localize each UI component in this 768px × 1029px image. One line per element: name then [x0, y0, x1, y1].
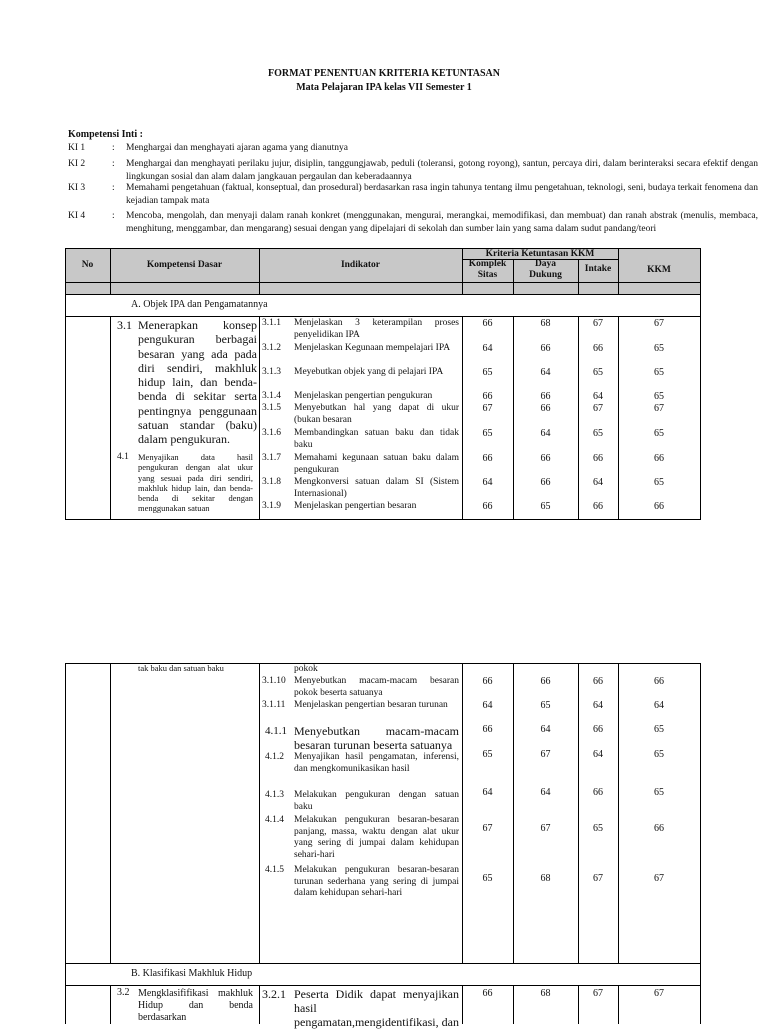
- indicator-text: Menyebutkan macam-macam besaran pokok beserta satuanya: [294, 676, 459, 698]
- kd-3-2-number: 3.2: [117, 987, 130, 998]
- ki-text: Mencoba, mengolah, dan menyaji dalam ranah konkret (menggunakan, mengurai, merangkai, memodifikasi, dan membuat) dan ranah abstrak (menulis, membaca, menghitung, menggambar, dan mengarang) sesuai dengan yang dipelajari di sekolah dan sumber lain yang sama dalam sudut pandang/teori: [126, 211, 758, 234]
- document-subtitle: Mata Pelajaran IPA kelas VII Semester 1: [296, 82, 472, 93]
- intake-value: 64: [593, 477, 603, 488]
- indicator-number: 4.1.1: [265, 725, 287, 737]
- indicator-continuation: pokok: [294, 664, 318, 674]
- kkm-value: 65: [654, 477, 664, 488]
- header-komplek-sitas: Komplek Sitas: [468, 259, 507, 280]
- daya-value: 66: [540, 403, 551, 414]
- indicator-number: 3.1.4: [262, 391, 281, 401]
- daya-value: 68: [540, 988, 551, 999]
- komplek-value: 65: [482, 367, 493, 378]
- intake-value: 66: [593, 453, 603, 464]
- intake-value: 65: [593, 428, 603, 439]
- indicator-number: 3.1.9: [262, 501, 281, 511]
- section-b-title: B. Klasifikasi Makhluk Hidup: [131, 968, 253, 979]
- komplek-value: 66: [482, 453, 493, 464]
- kkm-value: 65: [654, 367, 664, 378]
- indicator-number: 4.1.5: [265, 865, 284, 875]
- komplek-value: 64: [482, 787, 493, 798]
- daya-value: 64: [540, 428, 551, 439]
- komplek-value: 66: [482, 724, 493, 735]
- indicator-text: Menjelaskan 3 keterampilan proses penyelidikan IPA: [294, 318, 459, 340]
- kd-4-1-number: 4.1: [117, 452, 129, 462]
- komplek-value: 67: [482, 403, 493, 414]
- komplek-value: 66: [482, 391, 493, 402]
- komplek-value: 65: [482, 428, 493, 439]
- komplek-value: 66: [482, 988, 493, 999]
- indicator-text: Membandingkan satuan baku dan tidak baku: [294, 428, 459, 450]
- indicator-number: 3.1.10: [262, 676, 286, 686]
- indicator-number: 3.1.8: [262, 477, 281, 487]
- indicator-text: Peserta Didik dapat menyajikan hasil pengamatan,mengidentifikasi, dan: [294, 987, 459, 1029]
- indicator-number: 3.1.5: [262, 403, 281, 413]
- kd-4-1-continuation: tak baku dan satuan baku: [138, 663, 224, 673]
- daya-value: 67: [540, 823, 551, 834]
- komplek-value: 65: [482, 873, 493, 884]
- kkm-value: 67: [654, 403, 664, 414]
- kkm-value: 65: [654, 787, 664, 798]
- kkm-value: 65: [654, 391, 664, 402]
- komplek-value: 66: [482, 676, 493, 687]
- kkm-value: 67: [654, 318, 664, 329]
- indicator-number: 4.1.3: [265, 790, 284, 800]
- daya-value: 66: [540, 477, 551, 488]
- daya-value: 67: [540, 749, 551, 760]
- intake-value: 64: [593, 700, 603, 711]
- ki-code: KI 2: [68, 159, 86, 169]
- header-no: No: [81, 260, 94, 270]
- header-indikator: Indikator: [340, 260, 381, 270]
- indicator-number: 3.1.3: [262, 367, 281, 377]
- komplek-value: 64: [482, 700, 493, 711]
- intake-value: 66: [593, 787, 603, 798]
- komplek-value: 64: [482, 477, 493, 488]
- kkm-value: 67: [654, 988, 664, 999]
- kd-3-1-text: Menerapkan konsep pengukuran berbagai besaran yang ada pada diri sendiri, makhluk hidup lain, dan benda-benda di sekitar serta pentingnya penggunaan satuan standar (baku) dalam pengukuran.: [138, 318, 257, 447]
- kkm-value: 67: [654, 873, 664, 884]
- kkm-value: 65: [654, 343, 664, 354]
- indicator-text: Mengkonversi satuan dalam SI (Sistem Internasional): [294, 477, 459, 499]
- section-a-title: A. Objek IPA dan Pengamatannya: [131, 299, 268, 310]
- kkm-value: 66: [654, 676, 664, 687]
- daya-value: 66: [540, 676, 551, 687]
- indicator-text: Meyebutkan objek yang di pelajari IPA: [294, 367, 444, 377]
- kd-3-1-number: 3.1: [117, 318, 132, 332]
- intake-value: 66: [593, 501, 603, 512]
- intake-value: 66: [593, 676, 603, 687]
- indicator-number: 3.1.2: [262, 343, 281, 353]
- intake-value: 66: [593, 724, 603, 735]
- kkm-value: 64: [654, 700, 664, 711]
- ki-text: Menghargai dan menghayati ajaran agama yang dianutnya: [126, 143, 348, 153]
- daya-value: 66: [540, 343, 551, 354]
- kkm-value: 66: [654, 501, 664, 512]
- daya-value: 65: [540, 700, 551, 711]
- intake-value: 65: [593, 823, 603, 834]
- komplek-value: 66: [482, 318, 493, 329]
- ki-code: KI 3: [68, 183, 86, 193]
- kd-4-1-text: Menyajikan data hasil pengukuran dengan alat ukur yang sesuai pada diri sendiri, makhluk hidup lain, dan benda-benda di sekitar dengan menggunakan satuan: [138, 452, 253, 514]
- indicator-text: Melakukan pengukuran besaran-besaran panjang, massa, waktu dengan alat ukur yang sering di jumpai dalam kehidupan sehari-hari: [294, 815, 459, 860]
- indicator-number: 3.2.1: [262, 987, 286, 1001]
- daya-value: 65: [540, 501, 551, 512]
- table-subheader-background: [65, 283, 701, 294]
- indicator-number: 3.1.6: [262, 428, 281, 438]
- daya-value: 66: [540, 391, 551, 402]
- kkm-value: 66: [654, 453, 664, 464]
- intake-value: 67: [593, 988, 603, 999]
- intake-value: 67: [593, 318, 603, 329]
- daya-value: 64: [540, 367, 551, 378]
- header-intake: Intake: [584, 264, 612, 274]
- indicator-number: 4.1.2: [265, 752, 284, 762]
- intake-value: 66: [593, 343, 603, 354]
- daya-value: 68: [540, 318, 551, 329]
- ki-colon: :: [112, 211, 115, 221]
- indicator-number: 3.1.11: [262, 700, 286, 710]
- indicator-text: Menjelaskan Kegunaan mempelajari IPA: [294, 343, 451, 353]
- header-kriteria: Kriteria Ketuntasan KKM: [485, 249, 595, 259]
- ki-colon: :: [112, 183, 115, 193]
- ki-colon: :: [112, 159, 115, 169]
- indicator-number: 3.1.1: [262, 318, 281, 328]
- daya-value: 64: [540, 787, 551, 798]
- ki-text: Menghargai dan menghayati perilaku jujur, disiplin, tanggungjawab, peduli (toleransi, gotong royong), santun, percaya diri, dalam berinteraksi secara efektif dengan lingkungan sosial dan alam dalam jangkauan pergaulan dan keberadaannya: [126, 159, 758, 182]
- indicator-text: Menjelaskan pengertian besaran turunan: [294, 700, 448, 710]
- indicator-text: Melakukan pengukuran dengan satuan baku: [294, 790, 459, 812]
- intake-value: 67: [593, 873, 603, 884]
- komplek-value: 66: [482, 501, 493, 512]
- ki-code: KI 4: [68, 211, 86, 221]
- header-kompetensi-dasar: Kompetensi Dasar: [146, 260, 223, 270]
- intake-value: 64: [593, 391, 603, 402]
- komplek-value: 64: [482, 343, 493, 354]
- indicator-number: 3.1.7: [262, 453, 281, 463]
- kkm-value: 66: [654, 823, 664, 834]
- ki-heading: Kompetensi Inti :: [68, 129, 143, 140]
- indicator-text: Menyebutkan hal yang dapat di ukur (bukan besaran: [294, 403, 459, 425]
- indicator-text: Memahami kegunaan satuan baku dalam pengukuran: [294, 453, 459, 475]
- ki-colon: :: [112, 143, 115, 153]
- indicator-text: Menyebutkan macam-macam besaran turunan beserta satuanya: [294, 724, 459, 752]
- intake-value: 64: [593, 749, 603, 760]
- indicator-text: Melakukan pengukuran besaran-besaran turunan sederhana yang sering di jumpai dalam kehidupan sehari-hari: [294, 865, 459, 898]
- daya-value: 64: [540, 724, 551, 735]
- indicator-text: Menjelaskan pengertian besaran: [294, 501, 417, 511]
- kkm-value: 65: [654, 428, 664, 439]
- ki-code: KI 1: [68, 143, 86, 153]
- komplek-value: 67: [482, 823, 493, 834]
- indicator-text: Menyajikan hasil pengamatan, inferensi, dan mengkomunikasikan hasil: [294, 752, 459, 774]
- komplek-value: 65: [482, 749, 493, 760]
- ki-text: Memahami pengetahuan (faktual, konseptual, dan prosedural) berdasarkan rasa ingin tahunya tentang ilmu pengetahuan, teknologi, seni, budaya terkait fenomena dan kejadian tampak mata: [126, 183, 758, 206]
- kkm-value: 65: [654, 724, 664, 735]
- kkm-value: 65: [654, 749, 664, 760]
- daya-value: 66: [540, 453, 551, 464]
- intake-value: 67: [593, 403, 603, 414]
- document-title: FORMAT PENENTUAN KRITERIA KETUNTASAN: [268, 68, 500, 79]
- daya-value: 68: [540, 873, 551, 884]
- indicator-number: 4.1.4: [265, 815, 284, 825]
- kd-3-2-text: Mengklasififikasi makhluk Hidup dan benda berdasarkan: [138, 988, 253, 1023]
- header-kkm: KKM: [647, 265, 671, 275]
- intake-value: 65: [593, 367, 603, 378]
- indicator-text: Menjelaskan pengertian pengukuran: [294, 391, 433, 401]
- header-daya-dukung: Daya Dukung: [529, 259, 562, 280]
